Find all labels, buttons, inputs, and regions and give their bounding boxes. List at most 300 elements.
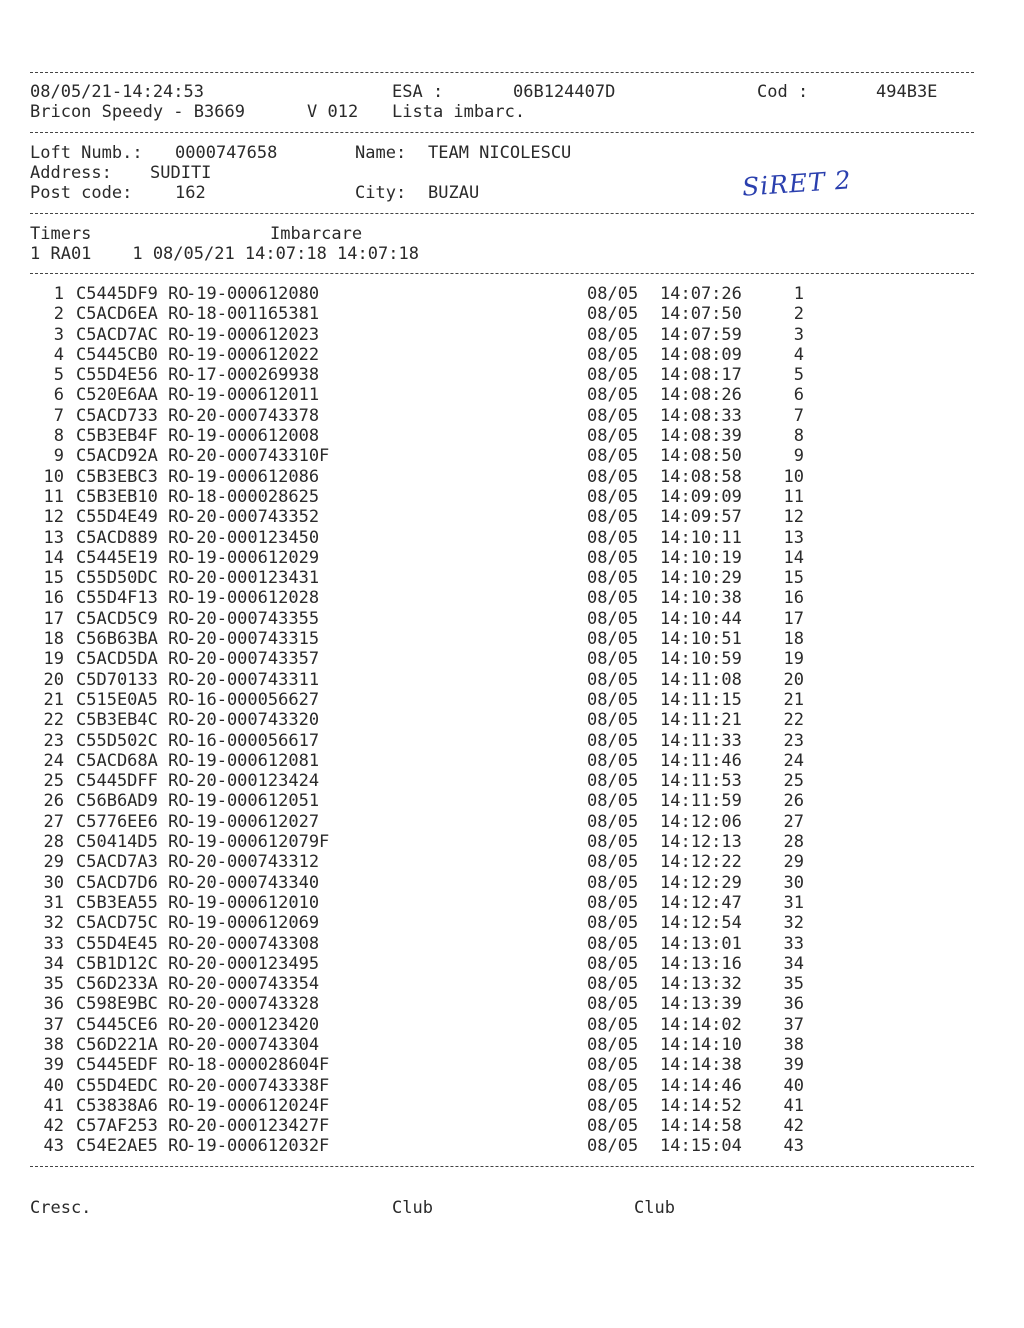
chip-id: C5ACD889 RO	[76, 527, 189, 548]
time: 14:13:16	[660, 953, 742, 974]
date: 08/05	[587, 507, 639, 528]
table-row	[0, 670, 1024, 690]
table-row	[0, 1055, 1024, 1075]
ring-number: -17-000269938	[186, 365, 320, 386]
date: 08/05	[587, 750, 639, 771]
time: 14:11:46	[660, 750, 742, 771]
date: 08/05	[587, 689, 639, 710]
position: 34	[783, 953, 804, 974]
position: 41	[783, 1095, 804, 1116]
table-row	[0, 325, 1024, 345]
chip-id: C56B63BA RO	[76, 629, 189, 650]
time: 14:10:19	[660, 547, 742, 568]
ring-number: -20-000743355	[186, 608, 320, 629]
chip-id: C5445CB0 RO	[76, 344, 189, 365]
chip-id: C56D221A RO	[76, 1034, 189, 1055]
position: 12	[783, 507, 804, 528]
date: 08/05	[587, 284, 639, 304]
table-row	[0, 913, 1024, 933]
date: 08/05	[587, 913, 639, 934]
ring-number: -20-000743308	[186, 933, 320, 954]
date: 08/05	[587, 852, 639, 873]
time: 14:11:08	[660, 669, 742, 690]
table-row	[0, 1076, 1024, 1096]
date: 08/05	[587, 994, 639, 1015]
position: 35	[783, 974, 804, 995]
row-index: 33	[43, 933, 64, 954]
date: 08/05	[587, 710, 639, 731]
ring-number: -19-000612023	[186, 324, 320, 345]
ring-number: -19-000612010	[186, 892, 320, 913]
chip-id: C5445DF9 RO	[76, 284, 189, 304]
date: 08/05	[587, 588, 639, 609]
table-row	[0, 588, 1024, 608]
ring-number: -20-000123450	[186, 527, 320, 548]
position: 9	[793, 446, 804, 467]
chip-id: C5ACD5C9 RO	[76, 608, 189, 629]
chip-id: C5445E19 RO	[76, 547, 189, 568]
chip-id: C5ACD92A RO	[76, 446, 189, 467]
row-index: 36	[43, 994, 64, 1015]
position: 15	[783, 568, 804, 589]
position: 17	[783, 608, 804, 629]
table-row	[0, 467, 1024, 487]
date: 08/05	[587, 933, 639, 954]
cod-value: 494B3E	[876, 82, 938, 102]
date: 08/05	[587, 1075, 639, 1096]
table-row	[0, 649, 1024, 669]
chip-id: C5ACD733 RO	[76, 405, 189, 426]
date: 08/05	[587, 608, 639, 629]
ring-number: -16-000056617	[186, 730, 320, 751]
position: 32	[783, 913, 804, 934]
timer-line: 1 RA01 1 08/05/21 14:07:18 14:07:18	[30, 244, 419, 264]
ring-number: -20-000123427F	[186, 1116, 330, 1137]
time: 14:07:50	[660, 304, 742, 325]
ring-number: -20-000743315	[186, 629, 320, 650]
position: 29	[783, 852, 804, 873]
chip-id: C5B1D12C RO	[76, 953, 189, 974]
row-index: 26	[43, 791, 64, 812]
chip-id: C515E0A5 RO	[76, 689, 189, 710]
time: 14:14:02	[660, 1014, 742, 1035]
date: 08/05	[587, 811, 639, 832]
position: 4	[793, 344, 804, 365]
row-index: 14	[43, 547, 64, 568]
time: 14:08:09	[660, 344, 742, 365]
position: 13	[783, 527, 804, 548]
position: 6	[793, 385, 804, 406]
time: 14:13:39	[660, 994, 742, 1015]
position: 23	[783, 730, 804, 751]
ring-number: -19-000612024F	[186, 1095, 330, 1116]
ring-number: -19-000612011	[186, 385, 320, 406]
position: 25	[783, 771, 804, 792]
row-index: 42	[43, 1116, 64, 1137]
table-row	[0, 1096, 1024, 1116]
position: 33	[783, 933, 804, 954]
position: 39	[783, 1055, 804, 1076]
timers-label: Timers	[30, 224, 92, 244]
row-index: 25	[43, 771, 64, 792]
chip-id: C5B3EB4C RO	[76, 710, 189, 731]
handwritten-note: SiRET 2	[741, 165, 853, 202]
table-row	[0, 994, 1024, 1014]
date: 08/05	[587, 568, 639, 589]
row-index: 21	[43, 689, 64, 710]
address-value: SUDITI	[150, 163, 212, 183]
time: 14:14:38	[660, 1055, 742, 1076]
chip-id: C55D50DC RO	[76, 568, 189, 589]
loft-number-label: Loft Numb.:	[30, 143, 143, 163]
ring-number: -20-000743357	[186, 649, 320, 670]
time: 14:08:58	[660, 466, 742, 487]
report-datetime: 08/05/21-14:24:53	[30, 82, 204, 102]
ring-number: -20-000123424	[186, 771, 320, 792]
position: 14	[783, 547, 804, 568]
row-index: 39	[43, 1055, 64, 1076]
time: 14:10:29	[660, 568, 742, 589]
position: 26	[783, 791, 804, 812]
table-row	[0, 832, 1024, 852]
time: 14:11:53	[660, 771, 742, 792]
ring-number: -20-000743312	[186, 852, 320, 873]
time: 14:10:59	[660, 649, 742, 670]
chip-id: C5B3EA55 RO	[76, 892, 189, 913]
cresc-label: Cresc.	[30, 1198, 92, 1218]
ring-number: -20-000743310F	[186, 446, 330, 467]
time: 14:09:57	[660, 507, 742, 528]
row-index: 6	[53, 385, 64, 406]
date: 08/05	[587, 1014, 639, 1035]
ring-number: -18-000028625	[186, 486, 320, 507]
date: 08/05	[587, 365, 639, 386]
ring-number: -20-000123420	[186, 1014, 320, 1035]
table-row	[0, 1136, 1024, 1156]
position: 21	[783, 689, 804, 710]
city-value: BUZAU	[428, 183, 480, 203]
ring-number: -19-000612080	[186, 284, 320, 304]
row-index: 12	[43, 507, 64, 528]
time: 14:12:29	[660, 872, 742, 893]
row-index: 2	[53, 304, 64, 325]
ring-number: -20-000743328	[186, 994, 320, 1015]
club-label-2: Club	[634, 1198, 675, 1218]
table-row	[0, 1035, 1024, 1055]
list-title: Lista imbarc.	[392, 102, 526, 122]
ring-number: -16-000056627	[186, 689, 320, 710]
date: 08/05	[587, 446, 639, 467]
row-index: 17	[43, 608, 64, 629]
chip-id: C5ACD7AC RO	[76, 324, 189, 345]
row-index: 40	[43, 1075, 64, 1096]
position: 30	[783, 872, 804, 893]
position: 2	[793, 304, 804, 325]
chip-id: C55D4F13 RO	[76, 588, 189, 609]
row-index: 8	[53, 426, 64, 447]
date: 08/05	[587, 1116, 639, 1137]
position: 36	[783, 994, 804, 1015]
chip-id: C5ACD5DA RO	[76, 649, 189, 670]
ring-number: -20-000743354	[186, 974, 320, 995]
row-index: 13	[43, 527, 64, 548]
time: 14:11:15	[660, 689, 742, 710]
date: 08/05	[587, 486, 639, 507]
date: 08/05	[587, 426, 639, 447]
time: 14:08:50	[660, 446, 742, 467]
chip-id: C55D502C RO	[76, 730, 189, 751]
position: 38	[783, 1034, 804, 1055]
table-row	[0, 1116, 1024, 1136]
divider-header	[30, 132, 974, 133]
position: 22	[783, 710, 804, 731]
time: 14:12:06	[660, 811, 742, 832]
ring-number: -19-000612022	[186, 344, 320, 365]
chip-id: C5776EE6 RO	[76, 811, 189, 832]
date: 08/05	[587, 629, 639, 650]
date: 08/05	[587, 466, 639, 487]
ring-number: -19-000612081	[186, 750, 320, 771]
version: V 012	[307, 102, 359, 122]
position: 16	[783, 588, 804, 609]
time: 14:14:10	[660, 1034, 742, 1055]
position: 27	[783, 811, 804, 832]
time: 14:09:09	[660, 486, 742, 507]
table-row	[0, 710, 1024, 730]
position: 3	[793, 324, 804, 345]
chip-id: C5445CE6 RO	[76, 1014, 189, 1035]
time: 14:11:33	[660, 730, 742, 751]
row-index: 15	[43, 568, 64, 589]
ring-number: -20-000743304	[186, 1034, 320, 1055]
date: 08/05	[587, 547, 639, 568]
row-index: 9	[53, 446, 64, 467]
name-value: TEAM NICOLESCU	[428, 143, 572, 163]
divider-bottom	[30, 1166, 974, 1167]
date: 08/05	[587, 649, 639, 670]
position: 43	[783, 1136, 804, 1157]
row-index: 43	[43, 1136, 64, 1157]
row-index: 5	[53, 365, 64, 386]
position: 24	[783, 750, 804, 771]
time: 14:11:59	[660, 791, 742, 812]
time: 14:13:01	[660, 933, 742, 954]
row-index: 24	[43, 750, 64, 771]
row-index: 3	[53, 324, 64, 345]
row-index: 11	[43, 486, 64, 507]
ring-number: -19-000612079F	[186, 832, 330, 853]
date: 08/05	[587, 1055, 639, 1076]
city-label: City:	[355, 183, 407, 203]
position: 20	[783, 669, 804, 690]
time: 14:08:17	[660, 365, 742, 386]
ring-number: -19-000612069	[186, 913, 320, 934]
table-row	[0, 568, 1024, 588]
chip-id: C5ACD7A3 RO	[76, 852, 189, 873]
ring-number: -20-000743320	[186, 710, 320, 731]
table-row	[0, 548, 1024, 568]
position: 1	[793, 284, 804, 304]
chip-id: C54E2AE5 RO	[76, 1136, 189, 1157]
row-index: 32	[43, 913, 64, 934]
chip-id: C5B3EBC3 RO	[76, 466, 189, 487]
table-row	[0, 852, 1024, 872]
date: 08/05	[587, 1034, 639, 1055]
date: 08/05	[587, 1095, 639, 1116]
time: 14:14:46	[660, 1075, 742, 1096]
divider-top	[30, 72, 974, 73]
ring-number: -19-000612028	[186, 588, 320, 609]
table-row	[0, 446, 1024, 466]
table-row	[0, 426, 1024, 446]
time: 14:13:32	[660, 974, 742, 995]
row-index: 38	[43, 1034, 64, 1055]
chip-id: C56D233A RO	[76, 974, 189, 995]
ring-number: -19-000612029	[186, 547, 320, 568]
table-row	[0, 629, 1024, 649]
divider-loft	[30, 213, 974, 214]
row-index: 34	[43, 953, 64, 974]
chip-id: C5ACD75C RO	[76, 913, 189, 934]
chip-id: C55D4E45 RO	[76, 933, 189, 954]
chip-id: C5B3EB4F RO	[76, 426, 189, 447]
table-row	[0, 934, 1024, 954]
table-row	[0, 507, 1024, 527]
position: 11	[783, 486, 804, 507]
table-row	[0, 609, 1024, 629]
row-index: 16	[43, 588, 64, 609]
time: 14:08:26	[660, 385, 742, 406]
row-index: 19	[43, 649, 64, 670]
date: 08/05	[587, 872, 639, 893]
time: 14:07:59	[660, 324, 742, 345]
date: 08/05	[587, 405, 639, 426]
position: 10	[783, 466, 804, 487]
chip-id: C5445EDF RO	[76, 1055, 189, 1076]
row-index: 37	[43, 1014, 64, 1035]
time: 14:14:52	[660, 1095, 742, 1116]
ring-number: -19-000612027	[186, 811, 320, 832]
table-row	[0, 873, 1024, 893]
date: 08/05	[587, 730, 639, 751]
date: 08/05	[587, 832, 639, 853]
address-label: Address:	[30, 163, 112, 183]
ring-number: -20-000743338F	[186, 1075, 330, 1096]
date: 08/05	[587, 304, 639, 325]
position: 37	[783, 1014, 804, 1035]
position: 8	[793, 426, 804, 447]
table-row	[0, 385, 1024, 405]
esa-value: 06B124407D	[513, 82, 616, 102]
table-row	[0, 487, 1024, 507]
date: 08/05	[587, 791, 639, 812]
ring-number: -18-000028604F	[186, 1055, 330, 1076]
time: 14:14:58	[660, 1116, 742, 1137]
position: 42	[783, 1116, 804, 1137]
time: 14:12:22	[660, 852, 742, 873]
table-row	[0, 791, 1024, 811]
chip-id: C55D4E49 RO	[76, 507, 189, 528]
row-index: 23	[43, 730, 64, 751]
chip-id: C55D4EDC RO	[76, 1075, 189, 1096]
time: 14:10:51	[660, 629, 742, 650]
date: 08/05	[587, 385, 639, 406]
time: 14:08:39	[660, 426, 742, 447]
chip-id: C5445DFF RO	[76, 771, 189, 792]
chip-id: C598E9BC RO	[76, 994, 189, 1015]
table-row	[0, 1015, 1024, 1035]
club-label-1: Club	[392, 1198, 433, 1218]
esa-label: ESA :	[392, 82, 444, 102]
time: 14:12:54	[660, 913, 742, 934]
row-index: 30	[43, 872, 64, 893]
table-row	[0, 690, 1024, 710]
time: 14:12:13	[660, 832, 742, 853]
chip-id: C55D4E56 RO	[76, 365, 189, 386]
row-index: 7	[53, 405, 64, 426]
chip-id: C5ACD7D6 RO	[76, 872, 189, 893]
row-index: 27	[43, 811, 64, 832]
date: 08/05	[587, 1136, 639, 1157]
row-index: 1	[53, 284, 64, 304]
table-row	[0, 304, 1024, 324]
position: 28	[783, 832, 804, 853]
time: 14:10:38	[660, 588, 742, 609]
table-row	[0, 284, 1024, 304]
chip-id: C5ACD68A RO	[76, 750, 189, 771]
time: 14:07:26	[660, 284, 742, 304]
chip-id: C5ACD6EA RO	[76, 304, 189, 325]
chip-id: C5B3EB10 RO	[76, 486, 189, 507]
position: 19	[783, 649, 804, 670]
ring-number: -20-000743378	[186, 405, 320, 426]
position: 5	[793, 365, 804, 386]
ring-number: -18-001165381	[186, 304, 320, 325]
date: 08/05	[587, 771, 639, 792]
time: 14:10:44	[660, 608, 742, 629]
position: 7	[793, 405, 804, 426]
table-row	[0, 345, 1024, 365]
table-row	[0, 365, 1024, 385]
time: 14:11:21	[660, 710, 742, 731]
table-row	[0, 893, 1024, 913]
table-row	[0, 528, 1024, 548]
table-row	[0, 751, 1024, 771]
position: 40	[783, 1075, 804, 1096]
name-label: Name:	[355, 143, 407, 163]
row-index: 18	[43, 629, 64, 650]
chip-id: C520E6AA RO	[76, 385, 189, 406]
row-index: 41	[43, 1095, 64, 1116]
imbarcare-label: Imbarcare	[270, 224, 363, 244]
table-row	[0, 731, 1024, 751]
chip-id: C53838A6 RO	[76, 1095, 189, 1116]
post-code-value: 162	[175, 183, 206, 203]
chip-id: C5D70133 RO	[76, 669, 189, 690]
ring-number: -19-000612008	[186, 426, 320, 447]
row-index: 4	[53, 344, 64, 365]
ring-number: -20-000123495	[186, 953, 320, 974]
cod-label: Cod :	[757, 82, 809, 102]
time: 14:10:11	[660, 527, 742, 548]
date: 08/05	[587, 974, 639, 995]
device-name: Bricon Speedy - B3669	[30, 102, 245, 122]
ring-number: -19-000612051	[186, 791, 320, 812]
ring-number: -20-000743340	[186, 872, 320, 893]
row-index: 20	[43, 669, 64, 690]
ring-number: -20-000743311	[186, 669, 320, 690]
ring-number: -20-000743352	[186, 507, 320, 528]
